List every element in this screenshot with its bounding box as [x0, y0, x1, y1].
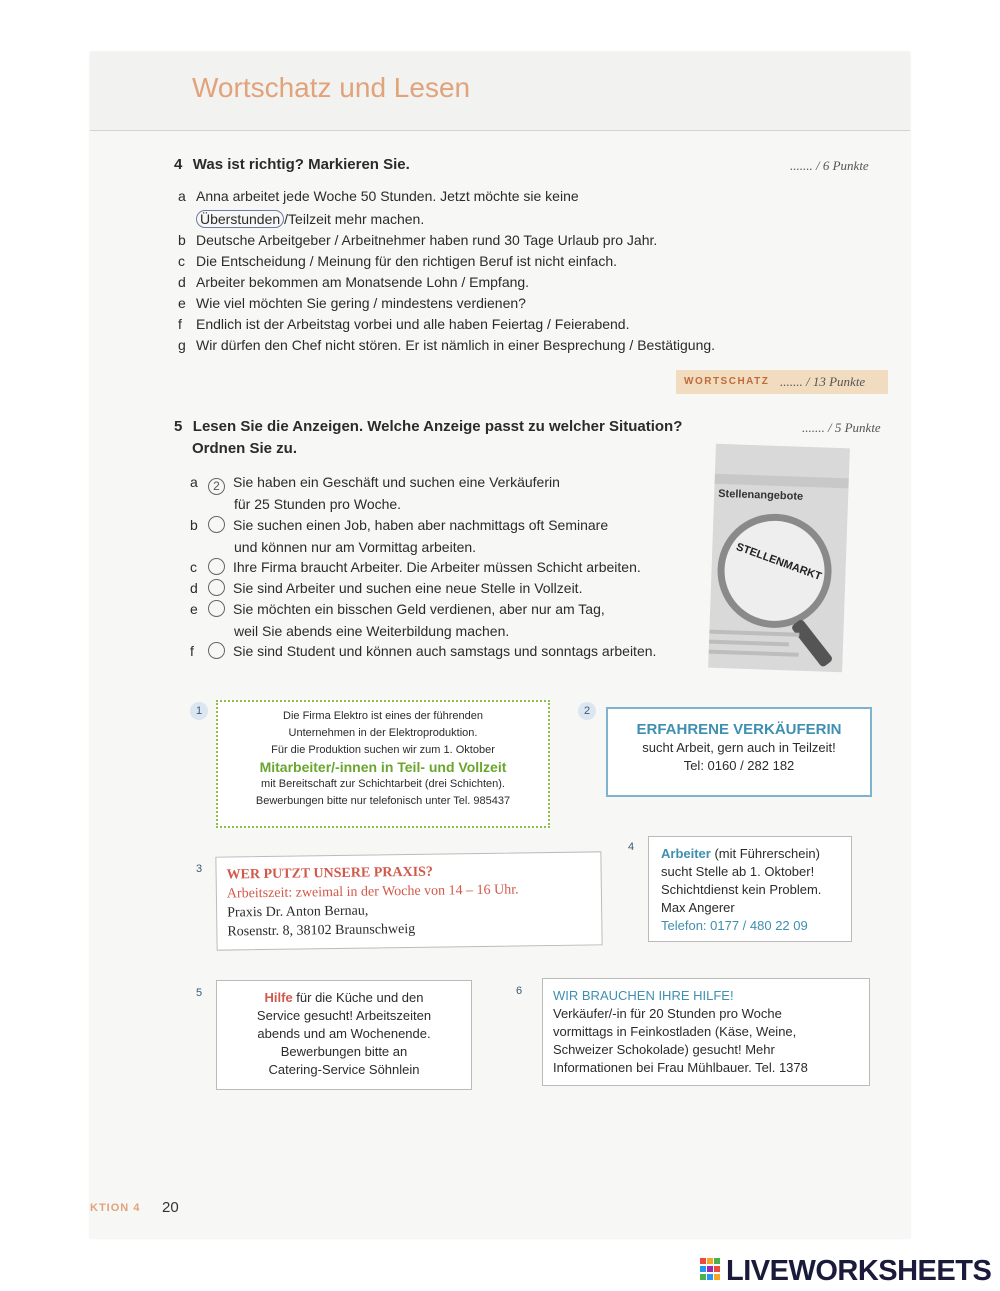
- q4-item-b[interactable]: b Deutsche Arbeitgeber / Arbeitnehmer haben rund 30 Tage Urlaub pro Jahr.: [178, 232, 658, 248]
- answer-radio-a[interactable]: 2: [208, 478, 225, 495]
- liveworksheets-brand[interactable]: LIVEWORKSHEETS: [726, 1255, 992, 1287]
- q4-points: ....... / 6 Punkte: [790, 158, 869, 173]
- answer-radio-f[interactable]: [208, 642, 225, 659]
- liveworksheets-logo-icon: [700, 1258, 722, 1282]
- ad-5-number: 5: [195, 987, 203, 999]
- footer-page-number: 20: [162, 1199, 179, 1216]
- wortschatz-band: [676, 370, 888, 394]
- ad-4-number: 4: [627, 841, 635, 853]
- stellenmarkt-photo: [708, 444, 850, 673]
- ad-5: Hilfe für die Küche und den Service gesucht! Arbeitszeiten abends und am Wochenende. Bewerbungen bitte an Catering-Service Söhnlein: [216, 980, 472, 1090]
- answer-radio-d[interactable]: [208, 579, 225, 596]
- ad-6-number: 6: [515, 985, 523, 997]
- worksheet-page: [90, 52, 910, 1238]
- circled-answer[interactable]: Überstunden: [196, 210, 284, 228]
- q5-item-e: e Sie möchten ein bisschen Geld verdienen, aber nur am Tag,: [190, 601, 605, 617]
- q4-item-c[interactable]: c Die Entscheidung / Meinung für den richtigen Beruf ist nicht einfach.: [178, 253, 618, 269]
- q4-item-f[interactable]: f Endlich ist der Arbeitstag vorbei und alle haben Feiertag / Feierabend.: [178, 316, 630, 332]
- photo-magnified-word: STELLENMARKT: [734, 540, 824, 583]
- ad-2: ERFAHRENE VERKÄUFERIN sucht Arbeit, gern auch in Teilzeit! Tel: 0160 / 282 182: [606, 707, 872, 797]
- q5-item-e-line2: weil Sie abends eine Weiterbildung machen.: [234, 623, 510, 639]
- q5-item-a-line2: für 25 Stunden pro Woche.: [234, 496, 402, 512]
- q5-item-b-line2: und können nur am Vormittag arbeiten.: [234, 539, 477, 555]
- q5-item-d: d Sie sind Arbeiter und suchen eine neue Stelle in Vollzeit.: [190, 580, 583, 596]
- q5-prompt-line1: Lesen Sie die Anzeigen. Welche Anzeige passt zu welcher Situation?: [192, 418, 683, 435]
- q5-item-a: a 2 Sie haben ein Geschäft und suchen eine Verkäuferin: [190, 474, 560, 493]
- answer-radio-e[interactable]: [208, 600, 225, 617]
- footer-chapter: KTION 4: [90, 1202, 141, 1214]
- q5-heading: [174, 418, 682, 436]
- q4-item-a: a Anna arbeitet jede Woche 50 Stunden. Jetzt möchte sie keine: [178, 188, 579, 204]
- q4-item-g[interactable]: g Wir dürfen den Chef nicht stören. Er ist nämlich in einer Besprechung / Bestätigung.: [178, 337, 716, 353]
- q4-item-e[interactable]: e Wie viel möchten Sie gering / mindestens verdienen?: [178, 295, 526, 311]
- q5-points: ....... / 5 Punkte: [802, 420, 881, 435]
- photo-headline: Stellenangebote: [717, 487, 804, 503]
- ad-4: Arbeiter (mit Führerschein) sucht Stelle ab 1. Oktober! Schichtdienst kein Problem. Max Angerer Telefon: 0177 / 480 22 09: [648, 836, 852, 942]
- ad-6: WIR BRAUCHEN IHRE HILFE! Verkäufer/-in für 20 Stunden pro Woche vormittags in Feinkostladen (Käse, Weine, Schweizer Schokolade) gesucht! Mehr Informationen bei Frau Mühlbauer. Tel. 1378: [542, 978, 870, 1086]
- header-rule: [90, 130, 910, 131]
- magnifier-handle: [791, 618, 834, 668]
- q5-item-b: b Sie suchen einen Job, haben aber nachmittags oft Seminare: [190, 517, 609, 533]
- wortschatz-points: ....... / 13 Punkte: [780, 374, 866, 389]
- wortschatz-label: WORTSCHATZ: [684, 376, 770, 387]
- q5-item-c: c Ihre Firma braucht Arbeiter. Die Arbeiter müssen Schicht arbeiten.: [190, 559, 641, 575]
- q4-heading: [174, 156, 410, 174]
- q5-prompt-line2: Ordnen Sie zu.: [192, 440, 298, 457]
- section-title: Wortschatz und Lesen: [192, 72, 471, 103]
- ad-2-number: 2: [578, 702, 596, 720]
- q4-number: 4: [174, 156, 183, 173]
- q5-number: 5: [174, 418, 183, 435]
- answer-radio-c[interactable]: [208, 558, 225, 575]
- q5-item-f: f Sie sind Student und können auch samstags und sonntags arbeiten.: [190, 643, 657, 659]
- q4-item-a-line2: Überstunden /Teilzeit mehr machen.: [196, 209, 424, 229]
- ad-1-number: 1: [190, 702, 208, 720]
- q4-prompt: Was ist richtig? Markieren Sie.: [192, 156, 410, 173]
- ad-3-number: 3: [195, 863, 203, 875]
- q4-item-d[interactable]: d Arbeiter bekommen am Monatsende Lohn / Empfang.: [178, 274, 530, 290]
- ad-3: WER PUTZT UNSERE PRAXIS? Arbeitszeit: zweimal in der Woche von 14 – 16 Uhr. Praxis Dr. Anton Bernau, Rosenstr. 8, 38102 Braunschweig: [215, 851, 602, 950]
- answer-radio-b[interactable]: [208, 516, 225, 533]
- ad-1: Die Firma Elektro ist eines der führenden Unternehmen in der Elektroproduktion. Für die Produktion suchen wir zum 1. Oktober Mitarbeiter/-innen in Teil- und Vollzeit mit Bereitschaft zur Schichtarbeit (drei Schichten). Bewerbungen bitte nur telefonisch unter Tel. 985437: [216, 700, 550, 828]
